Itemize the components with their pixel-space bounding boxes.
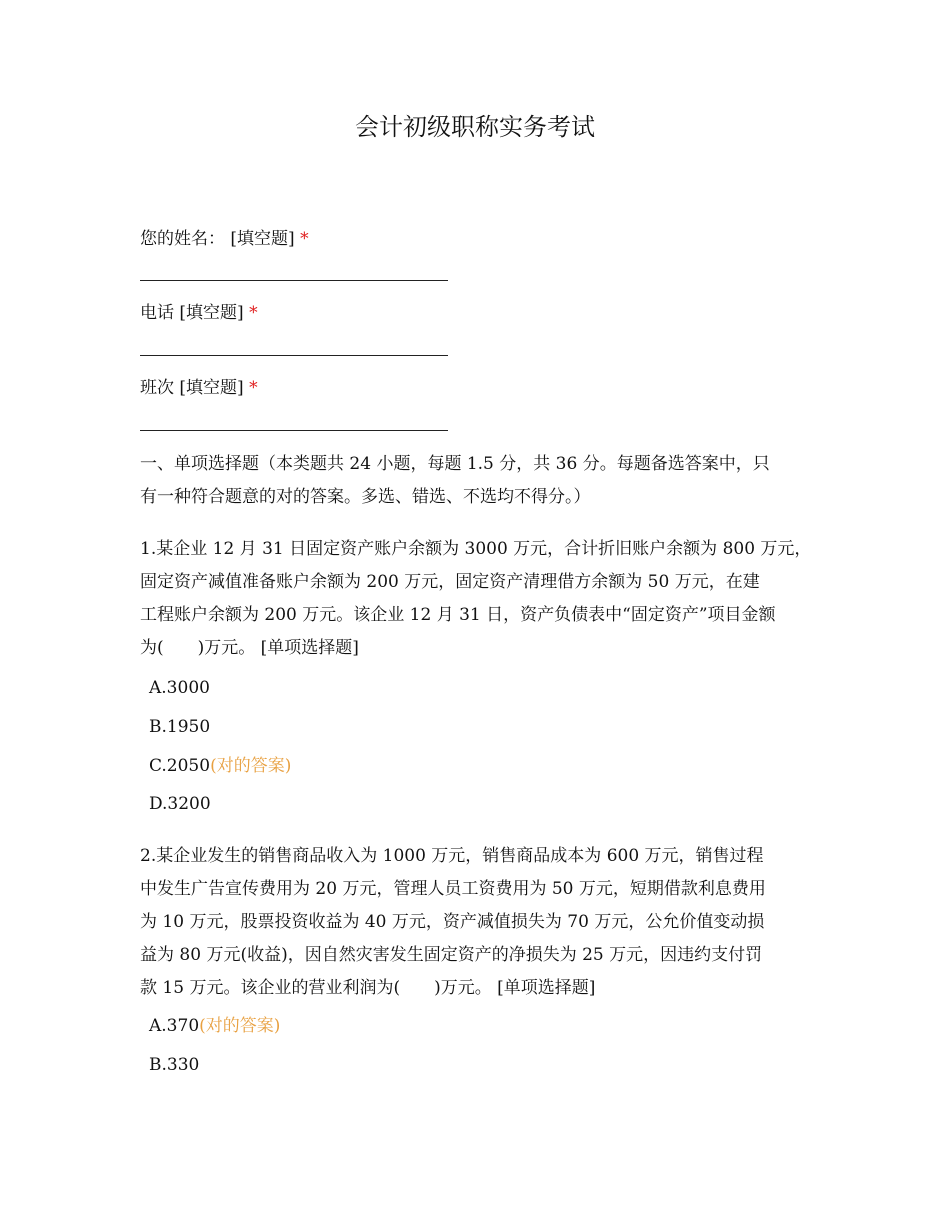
field-type: [填空题] <box>179 303 244 323</box>
option-text: A.3000 <box>149 678 210 698</box>
question-line: 2.某企业发生的销售商品收入为 1000 万元，销售商品成本为 600 万元，销售过程 <box>140 846 764 866</box>
option-text: B.330 <box>149 1055 200 1075</box>
question-2-option-b[interactable] <box>149 1053 199 1077</box>
correct-answer-note: (对的答案) <box>210 756 292 776</box>
question-1-option-c[interactable] <box>149 754 291 778</box>
question-2-option-a[interactable] <box>149 1014 280 1038</box>
field-label: 班次 <box>140 378 174 398</box>
field-class-label <box>140 372 830 405</box>
field-type: [填空题] <box>230 229 295 249</box>
section-heading <box>140 448 830 514</box>
question-line: 益为 80 万元(收益)，因自然灾害发生固定资产的净损失为 25 万元，因违约支付罚 <box>140 945 763 965</box>
section-heading-line: 一、单项选择题（本类题共 24 小题，每题 1.5 分，共 36 分。每题备选答案中，只 <box>140 454 770 474</box>
option-text: B.1950 <box>149 717 211 737</box>
question-line: 1.某企业 12 月 31 日固定资产账户余额为 3000 万元，合计折旧账户余额为 800 万元， <box>140 539 812 559</box>
option-text: A.370 <box>149 1016 200 1036</box>
field-label: 电话 <box>140 303 174 323</box>
question-line: 为( )万元。 [单项选择题] <box>140 638 359 658</box>
question-line: 款 15 万元。该企业的营业利润为( )万元。 [单项选择题] <box>140 978 596 998</box>
correct-answer-note: (对的答案) <box>199 1016 281 1036</box>
question-line: 固定资产减值准备账户余额为 200 万元，固定资产清理借方余额为 50 万元，在建 <box>140 572 760 592</box>
field-phone-label <box>140 297 830 330</box>
section-heading-line: 有一种符合题意的对的答案。多选、错选、不选均不得分。） <box>140 487 591 507</box>
question-2-stem <box>140 840 830 1005</box>
question-1-option-b[interactable] <box>149 715 210 739</box>
question-line: 为 10 万元，股票投资收益为 40 万元，资产减值损失为 70 万元，公允价值变动损 <box>140 912 765 932</box>
option-text: D.3200 <box>149 794 211 814</box>
field-name-blank[interactable] <box>140 280 448 281</box>
field-type: [填空题] <box>179 378 244 398</box>
question-1-option-d[interactable] <box>149 792 211 816</box>
exam-title: 会计初级职称实务考试 <box>355 113 595 141</box>
required-mark: * <box>249 303 258 323</box>
question-1-option-a[interactable] <box>149 676 210 700</box>
required-mark: * <box>249 378 258 398</box>
field-label: 您的姓名： <box>140 229 225 249</box>
question-1-stem <box>140 533 830 665</box>
question-line: 工程账户余额为 200 万元。该企业 12 月 31 日，资产负债表中“固定资产”项目金额 <box>140 605 776 625</box>
field-name-label <box>140 223 830 256</box>
field-class-blank[interactable] <box>140 430 448 431</box>
option-text: C.2050 <box>149 756 211 776</box>
question-line: 中发生广告宣传费用为 20 万元，管理人员工资费用为 50 万元，短期借款利息费用 <box>140 879 766 899</box>
required-mark: * <box>300 229 309 249</box>
field-phone-blank[interactable] <box>140 355 448 356</box>
